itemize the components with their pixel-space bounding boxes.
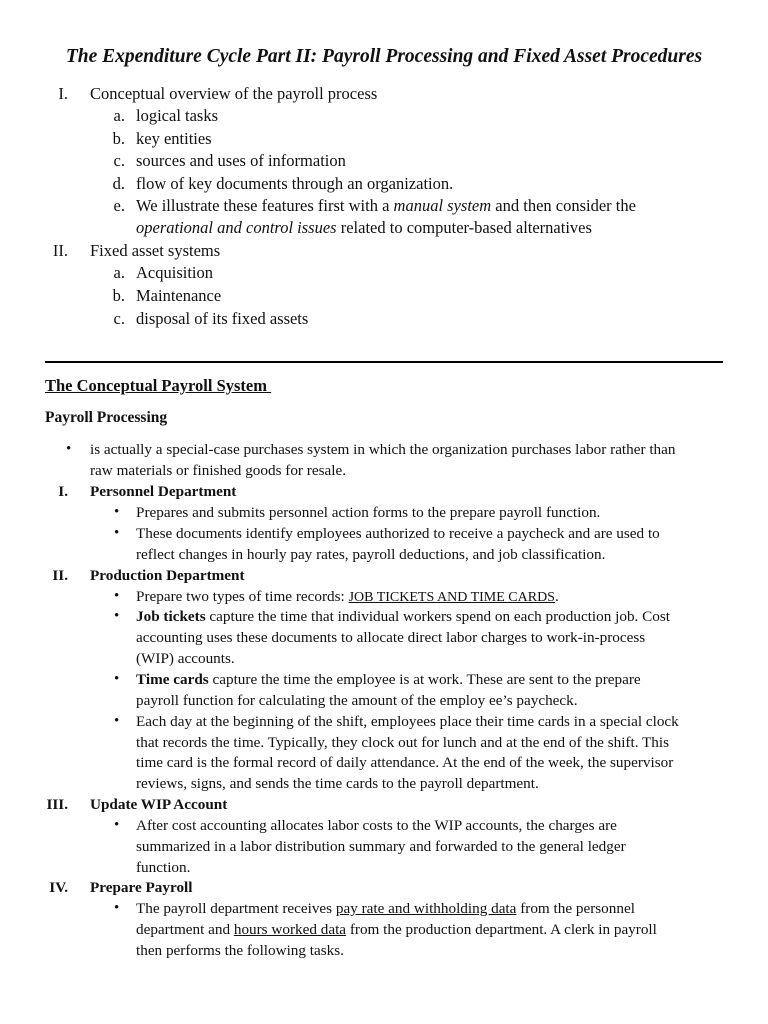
bullet-text: summarized in a labor distribution summary and forwarded to the general ledger <box>136 838 626 855</box>
outline-letter: a. <box>113 106 125 125</box>
bullet-text: Each day at the beginning of the shift, employees place their time cards in a special clock <box>136 713 679 730</box>
bullet-icon: • <box>66 441 72 457</box>
bullet-text: then performs the following tasks. <box>136 942 344 959</box>
bullet-icon: • <box>114 504 120 520</box>
bullet-text: These documents identify employees authorized to receive a paycheck and are used to <box>136 525 660 542</box>
bullet-text: Prepares and submits personnel action forms to the prepare payroll function. <box>136 504 601 521</box>
bullet-text: After cost accounting allocates labor costs to the WIP accounts, the charges are <box>136 817 617 834</box>
outline-subitem: flow of key documents through an organization. <box>136 174 454 193</box>
bullet-text: payroll function for calculating the amount of the employ ee’s paycheck. <box>136 692 578 709</box>
outline-letter: c. <box>113 151 125 170</box>
outline-numeral-ii: II. <box>52 241 68 260</box>
outline-subitem: logical tasks <box>136 106 219 125</box>
bullet-text: reviews, signs, and sends the time cards to the payroll department. <box>136 775 539 792</box>
outline-subitem: sources and uses of information <box>136 151 346 170</box>
outline-letter: c. <box>113 309 125 328</box>
outline-subitem: We illustrate these features first with a manual system and then consider the <box>136 196 636 215</box>
outline-item-ii: Fixed asset systems <box>90 241 221 260</box>
section-heading: The Conceptual Payroll System <box>45 376 272 395</box>
outline-subitem: disposal of its fixed assets <box>136 309 309 328</box>
bullet-text: that records the time. Typically, they clock out for lunch and at the end of the shift. This <box>136 734 670 751</box>
section-numeral: I. <box>58 483 68 500</box>
subsection-title: Prepare Payroll <box>90 879 193 896</box>
outline-subitem: key entities <box>136 129 212 148</box>
section-numeral: IV. <box>49 879 68 896</box>
bullet-icon: • <box>114 713 120 729</box>
bullet-icon: • <box>114 588 120 604</box>
outline-letter: b. <box>112 129 125 148</box>
bullet-icon: • <box>114 671 120 687</box>
outline-letter: e. <box>113 196 125 215</box>
outline-numeral-i: I. <box>58 84 68 103</box>
bullet-text: Time cards capture the time the employee is at work. These are sent to the prepare <box>136 671 641 688</box>
subsection-title: Personnel Department <box>90 483 237 500</box>
bullet-icon: • <box>114 525 120 541</box>
outline-subitem: Maintenance <box>136 286 222 305</box>
outline-subitem: Acquisition <box>136 263 213 282</box>
bullet-text: function. <box>136 859 191 876</box>
section-numeral: II. <box>52 567 68 584</box>
bullet-text: reflect changes in hourly pay rates, payroll deductions, and job classification. <box>136 546 606 563</box>
horizontal-divider <box>45 361 723 363</box>
bullet-text: Job tickets capture the time that individual workers spend on each production job. Cost <box>136 608 670 625</box>
outline-item-i: Conceptual overview of the payroll process <box>90 84 378 103</box>
intro-line: raw materials or finished goods for resale. <box>90 462 346 479</box>
page-title: The Expenditure Cycle Part II: Payroll Processing and Fixed Asset Procedures <box>65 46 703 67</box>
outline-letter: a. <box>113 263 125 282</box>
outline-letter: b. <box>112 286 125 305</box>
bullet-icon: • <box>114 817 120 833</box>
bullet-icon: • <box>114 608 120 624</box>
bullet-text: Prepare two types of time records: JOB TICKETS AND TIME CARDS. <box>136 588 559 605</box>
outline-subitem-continued: operational and control issues related to computer-based alternatives <box>136 218 592 237</box>
bullet-text: department and hours worked data from the production department. A clerk in payroll <box>136 921 657 938</box>
bullet-text: (WIP) accounts. <box>136 650 235 667</box>
subsection-title: Update WIP Account <box>90 796 228 813</box>
intro-line: is actually a special-case purchases system in which the organization purchases labor rather than <box>90 441 676 458</box>
section-numeral: III. <box>46 796 68 813</box>
bullet-text: The payroll department receives pay rate and withholding data from the personnel <box>136 900 635 917</box>
bullet-icon: • <box>114 900 120 916</box>
subsection-title: Production Department <box>90 567 245 584</box>
outline-letter: d. <box>112 174 125 193</box>
bullet-text: accounting uses these documents to allocate direct labor charges to work-in-process <box>136 629 646 646</box>
bullet-text: time card is the formal record of daily attendance. At the end of the week, the supervisor <box>136 754 674 771</box>
section-subheading: Payroll Processing <box>45 409 168 426</box>
